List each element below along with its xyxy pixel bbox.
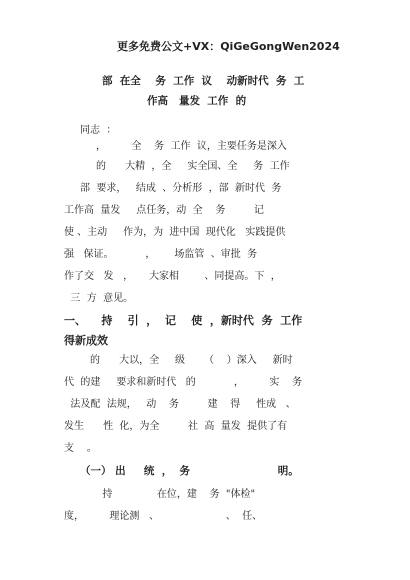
paragraph-line: 持 在位，建 务 "体检" bbox=[96, 489, 256, 500]
paragraph-line: ， 全 务 工作 议，主要任务是深入 bbox=[96, 141, 287, 152]
paragraph-line: 作了交 发 ， 大家相 、同提高。下 ， bbox=[64, 271, 281, 282]
subsection-1-heading: （一） 出 统 ， 务 明。 bbox=[80, 465, 299, 477]
document-title-line-1: 部 在全 务 工作 议 动新时代 务 工 bbox=[102, 75, 305, 87]
header-watermark-text: 更多免费公文+VX：QiGeGongWen2024 bbox=[117, 40, 340, 53]
paragraph-line: 的 大精 ，全 实全国、全 务 工作 bbox=[96, 161, 290, 172]
paragraph-line: 使 、主动 作为，为 进中国 现代化 实践提供 bbox=[64, 227, 286, 238]
paragraph-line: 支 。 bbox=[64, 443, 97, 454]
paragraph-line: 三 方 意见。 bbox=[64, 293, 134, 304]
paragraph-line: 发生 性 化，为全 社 高 量发 提供了有 bbox=[64, 421, 288, 432]
paragraph-line: 强 保证。 ， 场监管 、审批 务 bbox=[64, 249, 258, 260]
paragraph-line: 度， 理论测 、 、 任、 bbox=[64, 511, 263, 522]
salutation: 同志 ： bbox=[80, 125, 117, 136]
paragraph-line: 部 要求， 结成 、分析形 ，部 新时代 务 bbox=[80, 183, 282, 194]
document-title-line-2: 作高 量发 工作 的 bbox=[147, 95, 247, 107]
paragraph-line: 代 的建 要求和新时代 的 ， 实 务 bbox=[64, 377, 303, 388]
paragraph-line: 的 大以，全 级 （ ）深入 新时 bbox=[90, 355, 293, 366]
section-1-heading-line-2: 得新成效 bbox=[64, 334, 108, 347]
paragraph-line: 法及配 法规， 动 务 建 得 性成 、 bbox=[64, 399, 296, 410]
paragraph-line: 工作高 量发 点任务，动 全 务 记 bbox=[64, 205, 264, 216]
section-1-heading-line-1: 一、 持 引 ， 记 使 ，新时代 务 工作 bbox=[64, 314, 303, 327]
